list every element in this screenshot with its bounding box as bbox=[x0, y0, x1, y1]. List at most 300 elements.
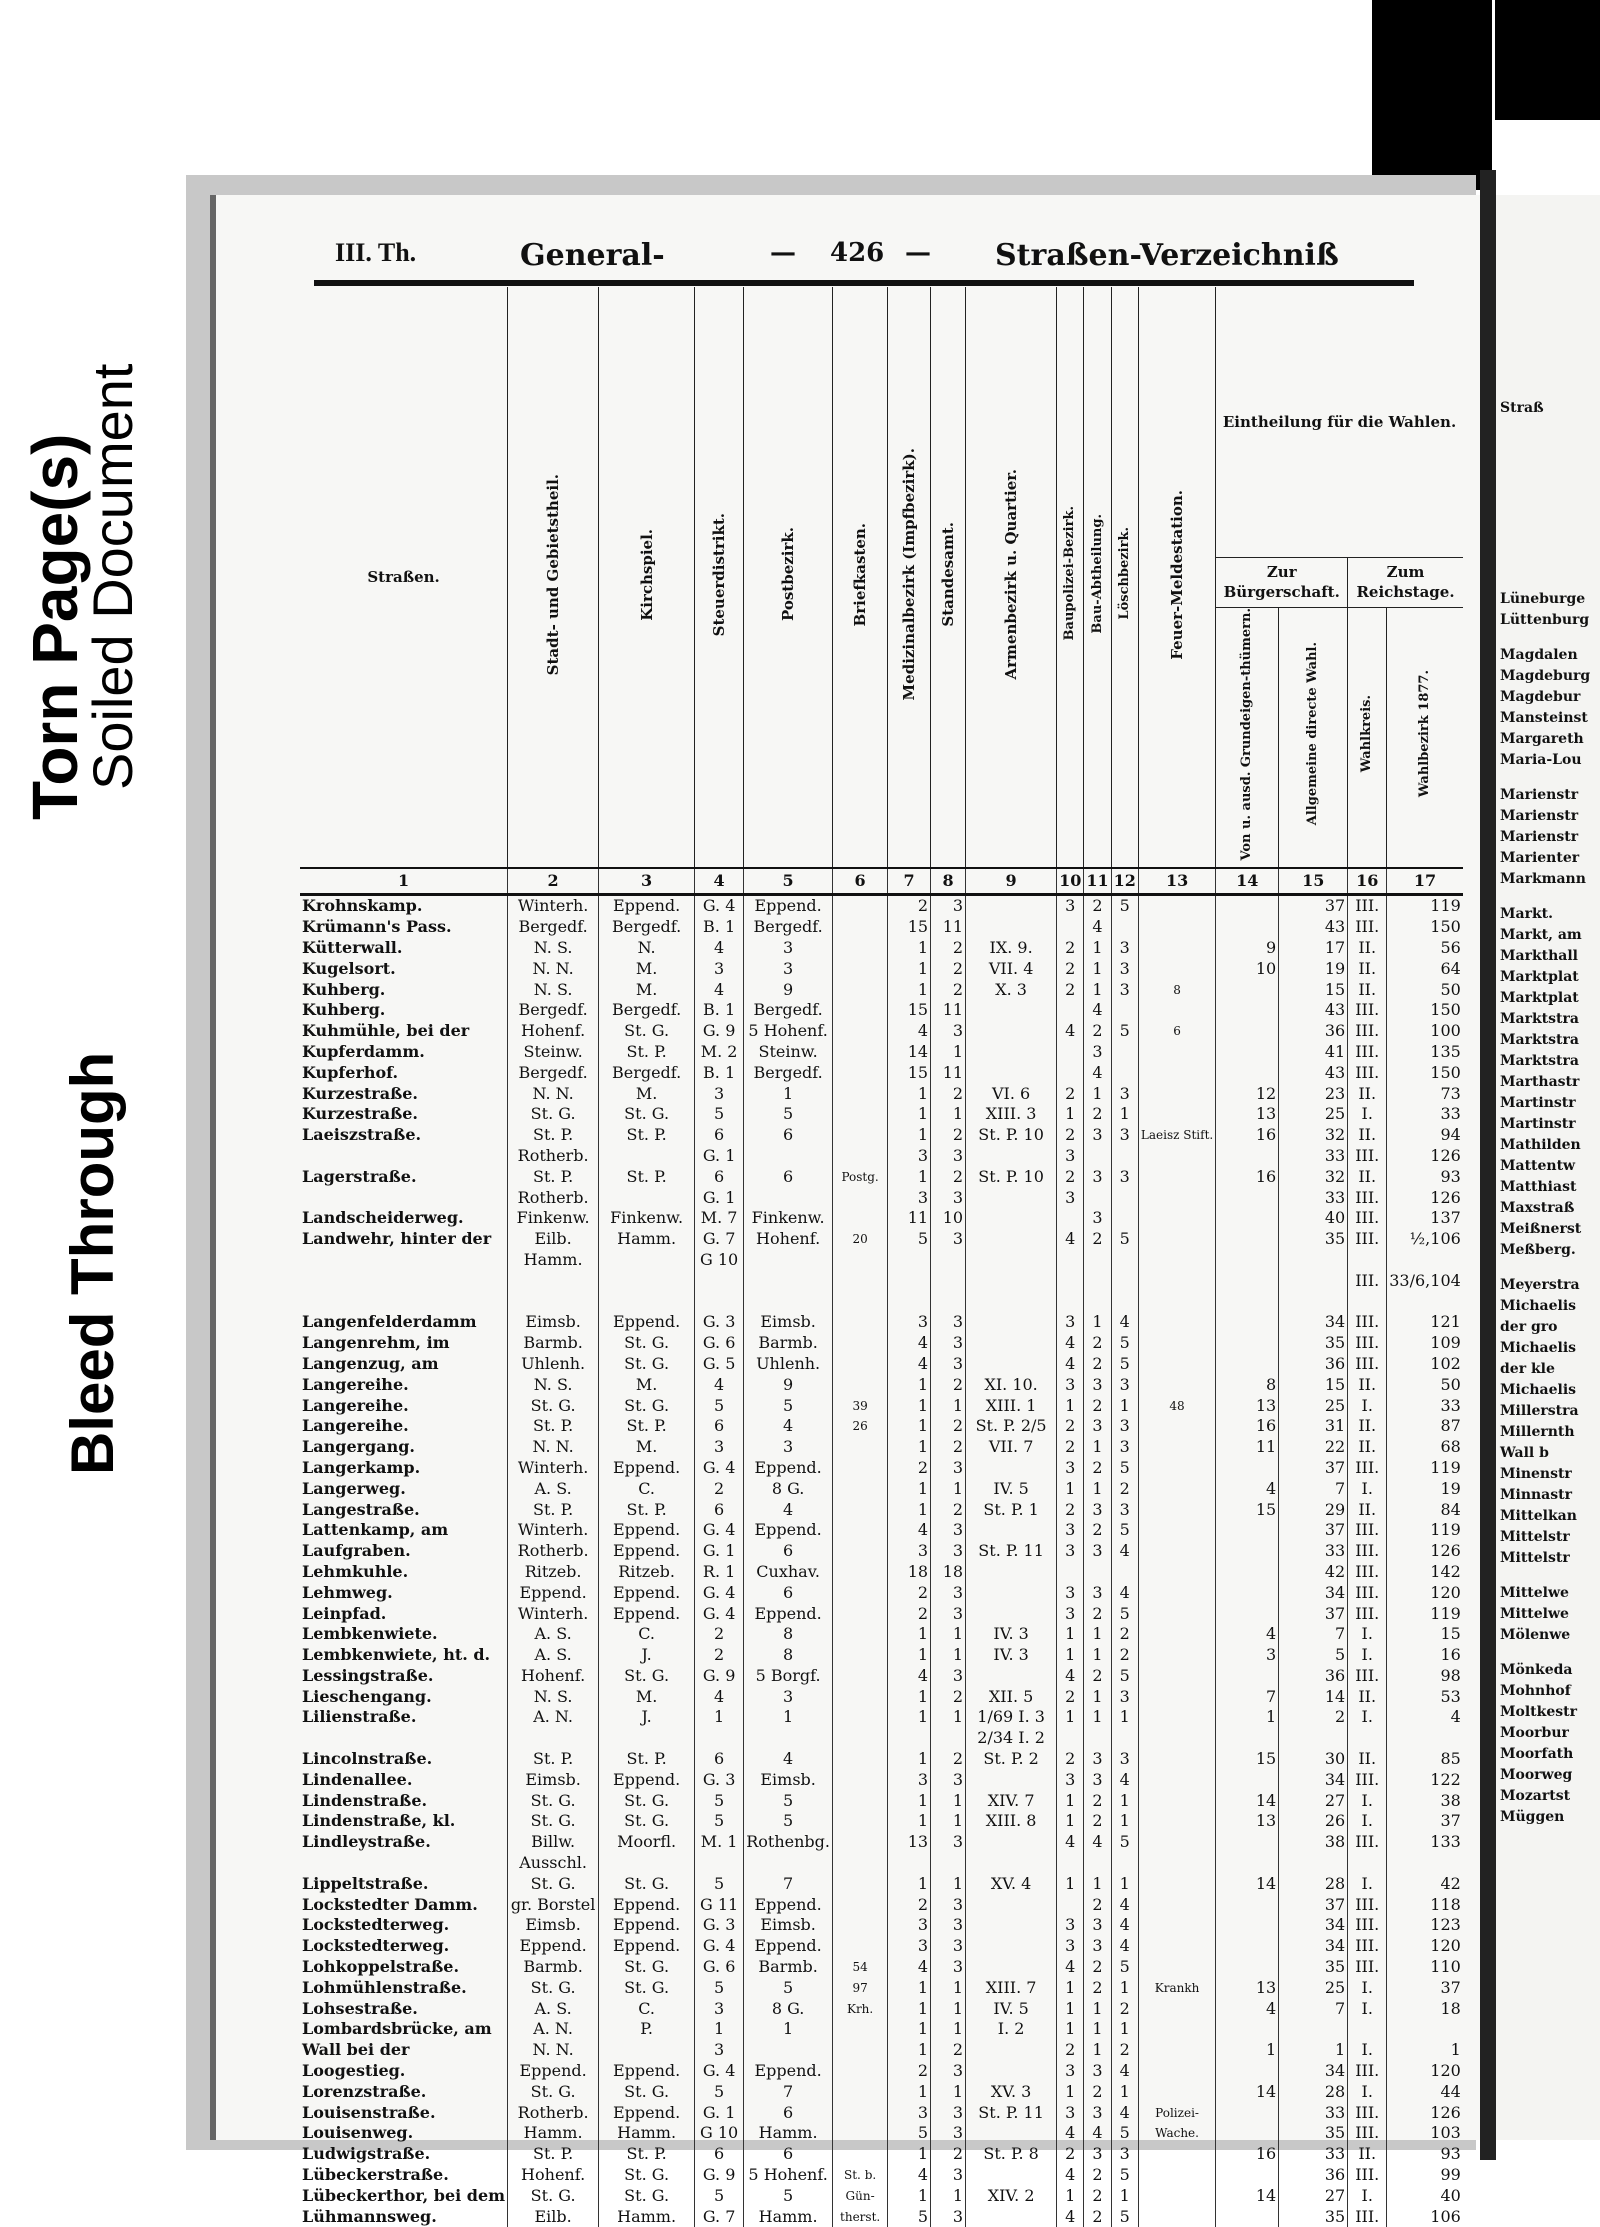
table-cell: 1 bbox=[744, 1707, 833, 1728]
facing-page-text: Meißnerst bbox=[1500, 1221, 1582, 1237]
table-row bbox=[300, 1541, 1463, 1562]
table-cell: G. 9 bbox=[695, 1021, 744, 1042]
table-cell bbox=[1111, 1062, 1138, 1083]
table-cell: 5 bbox=[1111, 1229, 1138, 1250]
header-rule bbox=[314, 280, 1414, 286]
table-cell: 3 bbox=[931, 1333, 966, 1354]
table-cell: St. G. bbox=[508, 1104, 599, 1125]
table-row bbox=[300, 1666, 1463, 1687]
table-cell bbox=[966, 1312, 1057, 1333]
table-cell bbox=[1216, 2019, 1279, 2040]
table-cell: 3 bbox=[888, 1769, 931, 1790]
table-cell: III. bbox=[1348, 1541, 1387, 1562]
table-cell: St. b. bbox=[833, 2165, 888, 2186]
table-cell bbox=[1216, 1208, 1279, 1229]
table-cell: 4 bbox=[1057, 1666, 1084, 1687]
table-row bbox=[300, 1998, 1463, 2019]
table-cell bbox=[833, 1769, 888, 1790]
facing-page-text: Meyerstra bbox=[1500, 1277, 1580, 1293]
street-name-cell: Langerkamp. bbox=[302, 1457, 421, 1477]
table-row bbox=[300, 1749, 1463, 1770]
table-row bbox=[300, 1229, 1463, 1250]
column-header: Armenbezirk u. Quartier. bbox=[966, 287, 1057, 868]
table-cell: 2 bbox=[1084, 2165, 1111, 2186]
table-cell: 4 bbox=[1387, 1707, 1463, 1728]
table-cell bbox=[966, 1894, 1057, 1915]
table-cell: 1 bbox=[888, 1083, 931, 1104]
table-cell bbox=[1057, 1728, 1084, 1749]
column-header: Briefkasten. bbox=[833, 287, 888, 868]
table-cell: II. bbox=[1348, 1686, 1387, 1707]
table-cell bbox=[1348, 1853, 1387, 1874]
table-cell: XI. 10. bbox=[966, 1374, 1057, 1395]
table-cell bbox=[1138, 2144, 1215, 2165]
table-cell bbox=[833, 1499, 888, 1520]
table-cell bbox=[1216, 2165, 1279, 2186]
table-cell: 3 bbox=[931, 1603, 966, 1624]
table-cell: St. P. 8 bbox=[966, 2144, 1057, 2165]
table-cell: Eppend. bbox=[599, 1312, 695, 1333]
table-cell: N. S. bbox=[508, 938, 599, 959]
table-cell: IX. 9. bbox=[966, 938, 1057, 959]
table-cell: 1 bbox=[1057, 1998, 1084, 2019]
table-cell: 4 bbox=[1084, 1062, 1111, 1083]
table-cell bbox=[1216, 1541, 1279, 1562]
table-cell: 3 bbox=[1084, 1042, 1111, 1063]
table-cell: G. 6 bbox=[695, 1957, 744, 1978]
table-cell: Rotherb. bbox=[508, 1187, 599, 1208]
table-cell: II. bbox=[1348, 2144, 1387, 2165]
table-cell: St. P. bbox=[599, 1042, 695, 1063]
group-header: Eintheilung für die Wahlen. bbox=[1216, 287, 1463, 557]
table-cell: I. bbox=[1348, 2040, 1387, 2061]
table-cell: 142 bbox=[1387, 1562, 1463, 1583]
facing-page-text: Margareth bbox=[1500, 731, 1584, 747]
table-cell: Eppend. bbox=[744, 1458, 833, 1479]
table-cell bbox=[1216, 1520, 1279, 1541]
table-cell bbox=[1057, 1062, 1084, 1083]
column-number: 17 bbox=[1387, 868, 1463, 895]
column-header: Bau-Abtheilung. bbox=[1084, 287, 1111, 868]
table-cell: 36 bbox=[1279, 1354, 1348, 1375]
table-cell: 2 bbox=[931, 2040, 966, 2061]
street-name-cell: Lohkoppelstraße. bbox=[302, 1957, 460, 1977]
table-cell: 3 bbox=[1111, 1125, 1138, 1146]
table-cell: 2 bbox=[695, 1624, 744, 1645]
table-row bbox=[300, 917, 1463, 938]
table-cell: therst. bbox=[833, 2206, 888, 2227]
table-cell: St. P. 11 bbox=[966, 2102, 1057, 2123]
table-cell: II. bbox=[1348, 1749, 1387, 1770]
table-cell bbox=[966, 1603, 1057, 1624]
table-cell: 3 bbox=[1084, 2061, 1111, 2082]
table-cell: St. G. bbox=[508, 1790, 599, 1811]
table-cell: 5 Hohenf. bbox=[744, 1021, 833, 1042]
table-cell: Hohenf. bbox=[508, 2165, 599, 2186]
table-cell: 3 bbox=[931, 1021, 966, 1042]
header-dash: — bbox=[905, 238, 931, 268]
table-cell: VII. 4 bbox=[966, 958, 1057, 979]
table-cell: 3 bbox=[744, 1686, 833, 1707]
table-cell: 5 bbox=[888, 2206, 931, 2227]
table-cell: 2 bbox=[931, 2144, 966, 2165]
table-cell: P. bbox=[599, 2019, 695, 2040]
table-cell bbox=[744, 1187, 833, 1208]
table-cell: 9 bbox=[744, 979, 833, 1000]
table-cell: 2 bbox=[1057, 1686, 1084, 1707]
table-cell: 4 bbox=[888, 1333, 931, 1354]
table-cell: St. G. bbox=[599, 1104, 695, 1125]
facing-page-text: Minnastr bbox=[1500, 1487, 1572, 1503]
table-cell bbox=[888, 1853, 931, 1874]
table-cell: 109 bbox=[1387, 1333, 1463, 1354]
table-cell: 29 bbox=[1279, 1499, 1348, 1520]
table-cell: XIV. 2 bbox=[966, 2185, 1057, 2206]
table-cell: Bergedf. bbox=[744, 917, 833, 938]
table-cell: St. P. 1 bbox=[966, 1499, 1057, 1520]
table-cell bbox=[833, 1104, 888, 1125]
table-cell: 6 bbox=[695, 1166, 744, 1187]
table-cell: 2 bbox=[1111, 1998, 1138, 2019]
table-cell: 50 bbox=[1387, 1374, 1463, 1395]
table-cell bbox=[1138, 1354, 1215, 1375]
table-cell: St. G. bbox=[599, 1333, 695, 1354]
table-cell: M. 2 bbox=[695, 1042, 744, 1063]
table-cell: St. G. bbox=[599, 2165, 695, 2186]
table-cell bbox=[966, 1582, 1057, 1603]
table-cell: 7 bbox=[744, 2081, 833, 2102]
table-cell bbox=[599, 1187, 695, 1208]
table-cell: 3 bbox=[931, 1354, 966, 1375]
table-cell bbox=[1138, 2165, 1215, 2186]
table-row bbox=[300, 1333, 1463, 1354]
table-cell: 119 bbox=[1387, 1520, 1463, 1541]
table-row bbox=[300, 1062, 1463, 1083]
table-cell: G. 9 bbox=[695, 1666, 744, 1687]
table-cell: 35 bbox=[1279, 1957, 1348, 1978]
table-cell bbox=[833, 1062, 888, 1083]
table-cell: 1 bbox=[1387, 2040, 1463, 2061]
table-cell bbox=[833, 958, 888, 979]
table-cell: Hamm. bbox=[599, 2206, 695, 2227]
table-cell: N. S. bbox=[508, 979, 599, 1000]
table-cell: St. G. bbox=[508, 2081, 599, 2102]
table-cell: 16 bbox=[1216, 1166, 1279, 1187]
table-cell: 3 bbox=[1111, 1437, 1138, 1458]
table-cell: St. G. bbox=[508, 1395, 599, 1416]
table-cell: Finkenw. bbox=[599, 1208, 695, 1229]
column-number: 7 bbox=[888, 868, 931, 895]
table-cell: 3 bbox=[1084, 1416, 1111, 1437]
table-cell: Ausschl. bbox=[508, 1853, 599, 1874]
table-cell bbox=[931, 1291, 966, 1312]
table-cell: 1 bbox=[1057, 1104, 1084, 1125]
table-cell: 3 bbox=[1084, 1499, 1111, 1520]
table-cell: 4 bbox=[1216, 1478, 1279, 1499]
table-cell: 1 bbox=[1084, 1437, 1111, 1458]
table-row bbox=[300, 1520, 1463, 1541]
table-cell: 2 bbox=[931, 958, 966, 979]
table-cell bbox=[1138, 1229, 1215, 1250]
table-cell: 26 bbox=[1279, 1811, 1348, 1832]
table-cell: 39 bbox=[833, 1395, 888, 1416]
table-cell bbox=[1216, 2206, 1279, 2227]
facing-page-text: Lüttenburg bbox=[1500, 612, 1590, 628]
facing-page-text: Moorfath bbox=[1500, 1746, 1574, 1762]
table-cell: 18 bbox=[888, 1562, 931, 1583]
table-cell: St. G. bbox=[508, 1873, 599, 1894]
table-cell bbox=[1216, 917, 1279, 938]
table-cell bbox=[1138, 1894, 1215, 1915]
table-cell: Eimsb. bbox=[744, 1769, 833, 1790]
table-cell: G. 7 bbox=[695, 2206, 744, 2227]
table-cell bbox=[695, 1853, 744, 1874]
table-cell: 2 bbox=[931, 938, 966, 959]
table-cell bbox=[1348, 1291, 1387, 1312]
table-cell: G. 4 bbox=[695, 1582, 744, 1603]
table-cell: 4 bbox=[1057, 1229, 1084, 1250]
table-cell: J. bbox=[599, 1707, 695, 1728]
table-cell bbox=[599, 1250, 695, 1271]
table-cell bbox=[1138, 895, 1215, 917]
table-cell: 1 bbox=[888, 2019, 931, 2040]
table-cell: Eimsb. bbox=[508, 1769, 599, 1790]
table-row bbox=[300, 1478, 1463, 1499]
table-cell bbox=[833, 1624, 888, 1645]
table-cell: St. P. 2 bbox=[966, 1749, 1057, 1770]
table-cell: 1 bbox=[888, 1478, 931, 1499]
table-cell: 103 bbox=[1387, 2123, 1463, 2144]
street-name-cell: Lehmkuhle. bbox=[302, 1561, 409, 1581]
table-cell: 16 bbox=[1387, 1645, 1463, 1666]
column-number: 8 bbox=[931, 868, 966, 895]
column-header: Wahlbezirk 1877. bbox=[1387, 607, 1463, 868]
table-cell bbox=[966, 1354, 1057, 1375]
table-cell: 2 bbox=[888, 895, 931, 917]
table-cell: 3 bbox=[931, 1520, 966, 1541]
table-cell: III. bbox=[1348, 1062, 1387, 1083]
table-cell bbox=[833, 1749, 888, 1770]
table-cell bbox=[1111, 1146, 1138, 1167]
table-cell: M. bbox=[599, 1083, 695, 1104]
table-cell: 5 bbox=[1111, 1458, 1138, 1479]
table-cell: 87 bbox=[1387, 1416, 1463, 1437]
table-cell: 5 bbox=[695, 1790, 744, 1811]
table-cell bbox=[833, 1354, 888, 1375]
table-cell: B. 1 bbox=[695, 1000, 744, 1021]
table-cell: 3 bbox=[1057, 1541, 1084, 1562]
table-cell: 5 bbox=[695, 1873, 744, 1894]
table-cell bbox=[966, 1208, 1057, 1229]
table-row bbox=[300, 1624, 1463, 1645]
table-cell bbox=[1138, 938, 1215, 959]
table-cell bbox=[1138, 1624, 1215, 1645]
table-cell bbox=[695, 1728, 744, 1749]
table-cell: 2 bbox=[888, 1458, 931, 1479]
facing-page-text: Markt. bbox=[1500, 906, 1553, 922]
table-cell: 2 bbox=[1057, 1125, 1084, 1146]
table-cell: St. G. bbox=[599, 1957, 695, 1978]
table-cell: 3 bbox=[1084, 1166, 1111, 1187]
table-cell: 3 bbox=[695, 1083, 744, 1104]
street-name-cell: Lübeckerthor, bei dem bbox=[302, 2185, 506, 2205]
table-cell: 3 bbox=[744, 1437, 833, 1458]
table-cell: 1 bbox=[1057, 1624, 1084, 1645]
table-cell: 1 bbox=[931, 2081, 966, 2102]
table-cell bbox=[966, 1458, 1057, 1479]
table-cell: 106 bbox=[1387, 2206, 1463, 2227]
table-cell: 1 bbox=[1057, 1478, 1084, 1499]
facing-page-text: Mohnhof bbox=[1500, 1683, 1571, 1699]
table-cell: Gün- bbox=[833, 2185, 888, 2206]
table-cell: St. G. bbox=[599, 1354, 695, 1375]
table-cell: 6 bbox=[744, 1125, 833, 1146]
table-cell: 3 bbox=[931, 1769, 966, 1790]
column-header: Medizinalbezirk (Impfbezirk). bbox=[888, 287, 931, 868]
table-cell: 13 bbox=[888, 1832, 931, 1853]
table-row bbox=[300, 2123, 1463, 2144]
table-cell bbox=[1057, 1042, 1084, 1063]
table-cell bbox=[1111, 1250, 1138, 1271]
table-cell: 1 bbox=[888, 1395, 931, 1416]
table-cell: Eppend. bbox=[599, 895, 695, 917]
table-cell: 25 bbox=[1279, 1104, 1348, 1125]
facing-page-text: Matthiast bbox=[1500, 1179, 1577, 1195]
facing-page-text: Mölenwe bbox=[1500, 1627, 1571, 1643]
table-cell: St. G. bbox=[599, 2081, 695, 2102]
table-cell: 6 bbox=[744, 1541, 833, 1562]
table-cell: 30 bbox=[1279, 1749, 1348, 1770]
column-header: Kirchspiel. bbox=[599, 287, 695, 868]
table-cell: 12 bbox=[1216, 1083, 1279, 1104]
table-cell: 4 bbox=[888, 1666, 931, 1687]
table-cell: XIII. 8 bbox=[966, 1811, 1057, 1832]
table-cell: II. bbox=[1348, 1499, 1387, 1520]
table-cell: 4 bbox=[1084, 2123, 1111, 2144]
table-cell: St. P. bbox=[599, 2144, 695, 2165]
table-cell: 3 bbox=[888, 1187, 931, 1208]
street-name-cell bbox=[300, 1146, 508, 1167]
table-cell: 2 bbox=[1084, 1603, 1111, 1624]
table-cell: 4 bbox=[888, 1957, 931, 1978]
table-cell bbox=[966, 1250, 1057, 1271]
table-cell: 37 bbox=[1387, 1977, 1463, 1998]
table-cell: 16 bbox=[1216, 1416, 1279, 1437]
table-cell: 6 bbox=[695, 1125, 744, 1146]
table-cell: 36 bbox=[1279, 1666, 1348, 1687]
table-cell: 10 bbox=[931, 1208, 966, 1229]
table-cell: 15 bbox=[1279, 1374, 1348, 1395]
table-cell: 5 bbox=[1111, 895, 1138, 917]
table-cell: Eppend. bbox=[599, 1458, 695, 1479]
table-cell: 126 bbox=[1387, 1146, 1463, 1167]
table-cell: 1 bbox=[1111, 2185, 1138, 2206]
table-cell: 85 bbox=[1387, 1749, 1463, 1770]
table-cell bbox=[833, 1374, 888, 1395]
table-cell: 119 bbox=[1387, 1603, 1463, 1624]
table-cell bbox=[1138, 1936, 1215, 1957]
table-cell: III. bbox=[1348, 1146, 1387, 1167]
table-cell: 1 bbox=[888, 1416, 931, 1437]
street-name-cell: Ludwigstraße. bbox=[302, 2144, 431, 2164]
table-row bbox=[300, 2081, 1463, 2102]
table-cell bbox=[744, 1853, 833, 1874]
table-cell bbox=[599, 1146, 695, 1167]
table-cell: 3 bbox=[931, 2123, 966, 2144]
street-name-cell: Lindenstraße, kl. bbox=[302, 1811, 456, 1831]
table-row bbox=[300, 1416, 1463, 1437]
table-cell: Uhlenh. bbox=[508, 1354, 599, 1375]
table-cell: 2 bbox=[888, 1582, 931, 1603]
table-row bbox=[300, 2206, 1463, 2227]
table-cell bbox=[833, 1582, 888, 1603]
table-cell: 37 bbox=[1279, 1603, 1348, 1624]
table-cell: 5 bbox=[744, 2185, 833, 2206]
table-cell bbox=[966, 2123, 1057, 2144]
table-cell: XIV. 7 bbox=[966, 1790, 1057, 1811]
table-row bbox=[300, 1146, 1463, 1167]
table-cell bbox=[966, 1229, 1057, 1250]
street-name-cell: Lilienstraße. bbox=[302, 1707, 417, 1727]
table-cell bbox=[1348, 1728, 1387, 1749]
table-cell: St. G. bbox=[508, 2185, 599, 2206]
table-row bbox=[300, 1437, 1463, 1458]
table-cell bbox=[931, 1270, 966, 1291]
street-name-cell: Lippeltstraße. bbox=[302, 1873, 429, 1893]
group-header: Zur Bürgerschaft. bbox=[1216, 557, 1348, 607]
table-cell: Ritzeb. bbox=[599, 1562, 695, 1583]
table-cell bbox=[833, 1894, 888, 1915]
table-cell: J. bbox=[599, 1645, 695, 1666]
table-cell: 31 bbox=[1279, 1416, 1348, 1437]
table-cell: 1 bbox=[888, 1811, 931, 1832]
table-cell: Finkenw. bbox=[744, 1208, 833, 1229]
facing-page-text: Michaelis bbox=[1500, 1382, 1577, 1398]
table-cell: 4 bbox=[1111, 1769, 1138, 1790]
table-cell: 150 bbox=[1387, 917, 1463, 938]
table-cell: Eppend. bbox=[599, 1769, 695, 1790]
table-cell: 1 bbox=[931, 1104, 966, 1125]
table-cell: 1 bbox=[1084, 938, 1111, 959]
street-name-cell: Lessingstraße. bbox=[302, 1665, 434, 1685]
facing-page-text: Lüneburge bbox=[1500, 591, 1586, 607]
table-cell: Bergedf. bbox=[744, 1000, 833, 1021]
table-cell bbox=[1138, 1291, 1215, 1312]
table-cell: 2 bbox=[1084, 1395, 1111, 1416]
table-cell: 93 bbox=[1387, 2144, 1463, 2165]
table-cell bbox=[1084, 1853, 1111, 1874]
table-cell: 1 bbox=[888, 979, 931, 1000]
table-cell: 3 bbox=[931, 1229, 966, 1250]
facing-page-text: Müggen bbox=[1500, 1809, 1565, 1825]
table-cell: 8 G. bbox=[744, 1478, 833, 1499]
table-cell: Eppend. bbox=[508, 1582, 599, 1603]
table-cell bbox=[1138, 1603, 1215, 1624]
table-cell: 3 bbox=[1111, 1374, 1138, 1395]
table-cell: 1 bbox=[888, 2185, 931, 2206]
column-number: 13 bbox=[1138, 868, 1215, 895]
table-cell: 1 bbox=[931, 1042, 966, 1063]
table-cell bbox=[1084, 1187, 1111, 1208]
table-row bbox=[300, 1270, 1463, 1291]
table-cell bbox=[888, 1250, 931, 1271]
table-cell: N. N. bbox=[508, 1437, 599, 1458]
table-cell: G. 3 bbox=[695, 1769, 744, 1790]
table-cell: 3 bbox=[931, 2206, 966, 2227]
column-header: Standesamt. bbox=[931, 287, 966, 868]
table-row bbox=[300, 1790, 1463, 1811]
table-cell: 34 bbox=[1279, 1582, 1348, 1603]
